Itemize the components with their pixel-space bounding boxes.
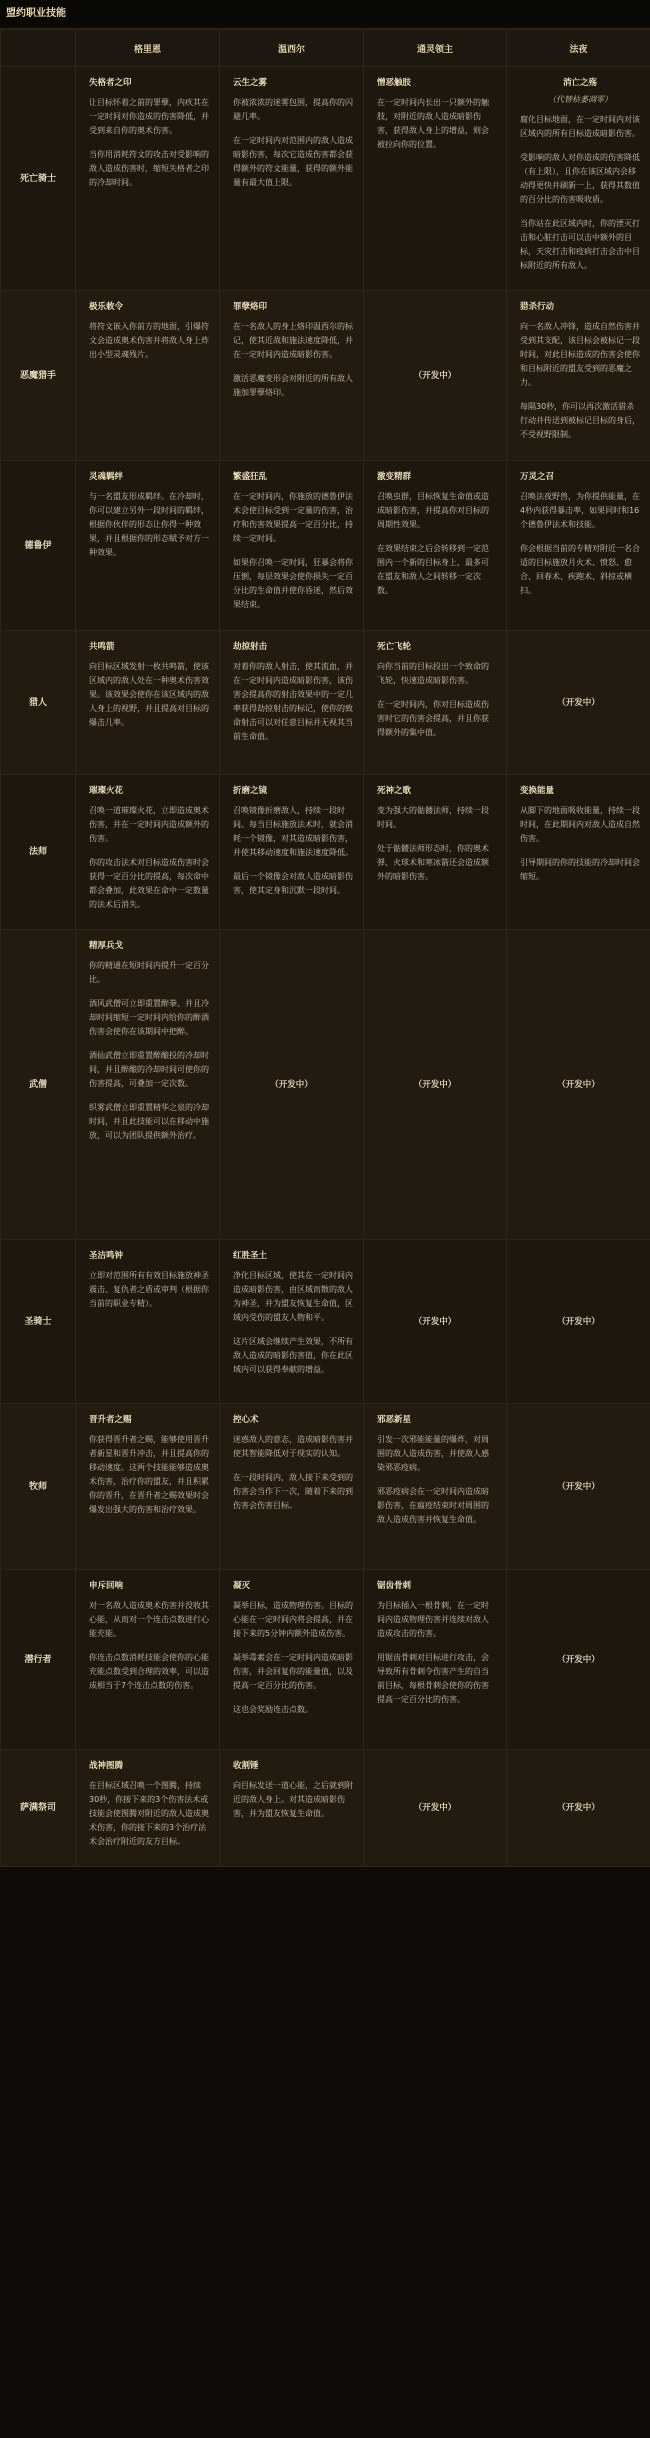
ability-content <box>221 462 362 628</box>
ability-description: 在一名敌人的身上烙印温西尔的标记，使其近战和施法速度降低，并在一定时间内造成暗影伤害。 <box>233 322 353 359</box>
ability-name: 折磨之镜 <box>233 786 268 796</box>
ability-description: 向你当前的目标投出一个致命的飞轮，快速造成暗影伤害。 <box>377 662 489 685</box>
ability-cell <box>76 631 220 775</box>
ability-description: 当你站在此区域内时，你的湮灭打击和心脏打击可以击中额外的目标，天灾打击和疫病打击会击中目标附近的所有敌人。 <box>520 219 640 270</box>
in-development-cell: （开发中） <box>364 291 507 461</box>
header-row <box>1 30 650 67</box>
ability-description: 对着你的敌人射击，使其流血，并在一定时间内造成暗影伤害，该伤害会提高你的射击效果中的一定几率获得劫掠射击的标记，使你的致命射击可以对任意目标并无视其当前生命值。 <box>233 662 353 741</box>
ability-subtitle: （代替枯萎凋零） <box>548 95 612 104</box>
ability-cell <box>76 1750 220 1867</box>
in-development-cell: （开发中） <box>507 631 650 775</box>
ability-description: 你连击点数消耗技能会使你的心能充能点数受到合理的效率，可以造成相当于7个连击点数的伤害。 <box>89 1653 209 1690</box>
ability-cell <box>76 1240 220 1404</box>
ability-description: 激活恶魔变形会对附近的所有敌人施加罪孽烙印。 <box>233 374 353 397</box>
ability-description: 净化目标区域，使其在一定时间内造成暗影伤害，由区域而散的敌人为神圣，并为盟友恢复生命值，区域内受伤的盟友人物和平。 <box>233 1271 353 1322</box>
class-name: 萨满祭司 <box>1 1750 76 1867</box>
class-name: 武僧 <box>1 930 76 1240</box>
ability-description: 每隔30秒，你可以再次激活猎杀行动并传送到被标记目标的身后，不受视野限制。 <box>520 402 640 439</box>
ability-name: 罪孽烙印 <box>233 302 268 312</box>
class-row <box>1 631 650 775</box>
in-development-cell: （开发中） <box>507 930 650 1240</box>
class-row <box>1 1240 650 1404</box>
class-name: 死亡骑士 <box>1 67 76 291</box>
ability-description: 与一名盟友形成羁绊。在冷却时，你可以建立另外一段时间的羁绊，根据你伙伴的形态让你得一种效果，并且根据你的形态赋予对方一种效果。 <box>89 492 209 557</box>
ability-cell <box>507 461 650 631</box>
ability-description: 最后一个镜像会对敌人造成暗影伤害，使其定身和沉默一段时间。 <box>233 872 353 895</box>
ability-cell <box>76 775 220 930</box>
ability-description: 从脚下的地面吸收能量，持续一段时间，在此期间内对敌人造成自然伤害。 <box>520 806 640 843</box>
ability-description: 如果你召唤一定时间，狂暴会将你压倒，每层效果会使你损失一定百分比的生命值并使你昏迷，然后效果结束。 <box>233 558 353 609</box>
ability-content <box>508 776 649 900</box>
header-class <box>1 30 76 67</box>
ability-name: 死神之歌 <box>377 786 412 796</box>
ability-description: 你会根据当前的专精对附近一名合适的目标施放月火术、愤怒、愈合、回春术、疾跑术、斜掠或横扫。 <box>520 544 640 595</box>
ability-content <box>77 68 218 206</box>
ability-name: 万灵之召 <box>520 472 555 482</box>
ability-content <box>77 1571 218 1709</box>
ability-cell <box>364 631 507 775</box>
ability-content <box>221 776 362 914</box>
ability-content <box>365 1571 505 1723</box>
ability-content <box>77 931 218 1159</box>
header-venthyr: 温西尔 <box>220 30 364 67</box>
ability-description: 在效果结束之后会转移到一定范围内一个新的目标身上，最多可在盟友和敌人之间转移一定次数。 <box>377 544 489 595</box>
ability-content <box>365 632 505 756</box>
ability-cell <box>220 631 364 775</box>
ability-content <box>508 462 649 614</box>
ability-cell <box>220 461 364 631</box>
class-row <box>1 930 650 1240</box>
ability-content <box>221 292 362 416</box>
ability-description: 向目标区域发射一枚共鸣箭，使该区域内的敌人处在一种奥术伤害效果。该效果会使你在该区域内的敌人身上的视野，并且提高对目标的爆击几率。 <box>89 662 209 727</box>
ability-content <box>365 462 505 614</box>
ability-description: 在一定时间内，你对目标造成伤害时它的伤害会提高，并且你获得额外的集中值。 <box>377 700 489 737</box>
ability-cell <box>507 67 650 291</box>
ability-name: 繁盛狂乱 <box>233 472 268 482</box>
ability-description: 引导期间的你的技能的冷却时间会缩短。 <box>520 858 640 881</box>
in-development-cell: （开发中） <box>364 1750 507 1867</box>
ability-name: 凝灭 <box>233 1581 251 1591</box>
class-name: 恶魔猎手 <box>1 291 76 461</box>
ability-description: 用锯齿骨刺对目标进行攻击，会导致所有骨刺令伤害产生的自当前目标，每根骨刺会使你的伤害提高一定百分比的伤害。 <box>377 1653 489 1704</box>
page-title: 盟约职业技能 <box>0 0 650 29</box>
ability-cell <box>507 775 650 930</box>
ability-cell <box>364 775 507 930</box>
ability-name: 战神图腾 <box>89 1761 124 1771</box>
ability-name: 失格者之印 <box>89 78 132 88</box>
ability-description: 在目标区域召唤一个图腾，持续30秒，你接下来的3个伤害法术或技能会使图腾对附近的敌人造成奥术伤害，你的接下来的3个治疗法术会治疗附近的友方目标。 <box>89 1781 209 1846</box>
ability-name: 猎杀行动 <box>520 302 555 312</box>
class-row <box>1 1750 650 1867</box>
ability-cell <box>76 67 220 291</box>
ability-description: 这片区域会继续产生效果，不所有敌人造成的暗影伤害值，你在此区域内可以获得奉献的增益。 <box>233 1337 353 1374</box>
ability-name: 控心术 <box>233 1415 259 1425</box>
ability-content <box>77 1241 218 1327</box>
ability-description: 你获得晋升者之赐，能够使用晋升者新星和晋升冲击，并且提高你的移动速度。这两个技能能够造成奥术伤害，治疗你的盟友，并且积累你的晋升，在晋升者之赐效果时会爆发出强大的伤害和治疗效果。 <box>89 1435 209 1514</box>
ability-name: 共鸣箭 <box>89 642 115 652</box>
ability-content <box>221 1241 362 1393</box>
ability-content <box>77 776 218 928</box>
in-development-cell: （开发中） <box>220 930 364 1240</box>
header-nightfae: 法夜 <box>507 30 650 67</box>
ability-name: 变换能量 <box>520 786 555 796</box>
ability-description: 邪恶疫病会在一定时间内造成暗影伤害，在瘟疫结束时对周围的敌人造成伤害并恢复生命值。 <box>377 1487 489 1524</box>
class-name: 潜行者 <box>1 1570 76 1750</box>
ability-description: 在一定时间内长出一只额外的触肢，对附近的敌人造成暗影伤害，获得敌人身上的增益，则会被拉向你的位置。 <box>377 98 489 149</box>
ability-name: 锯齿骨刺 <box>377 1581 412 1591</box>
class-row <box>1 775 650 930</box>
ability-content <box>221 632 362 760</box>
ability-description: 将符文嵌入你前方的地面，引爆符文会造成奥术伤害并将敌人身上炸出小型灵魂残片。 <box>89 322 209 359</box>
ability-name: 灵魂羁绊 <box>89 472 124 482</box>
ability-content <box>77 1405 218 1533</box>
in-development-cell: （开发中） <box>507 1240 650 1404</box>
ability-description: 引发一次邪能能量的爆炸，对周围的敌人造成伤害，并使敌人感染邪恶疫病。 <box>377 1435 489 1472</box>
class-row <box>1 67 650 291</box>
ability-cell <box>220 775 364 930</box>
ability-content <box>221 1571 362 1733</box>
ability-description: 召唤法夜野兽，为你提供能量，在4秒内获得暴击率，如果同时和16个德鲁伊法术和技能。 <box>520 492 640 529</box>
class-name: 法师 <box>1 775 76 930</box>
ability-content <box>508 292 649 458</box>
ability-description: 在一段时间内，敌人接下来受到的伤害会当作下一次，随着下来的到伤害会伤害目标。 <box>233 1473 353 1510</box>
ability-description: 为目标插入一根骨刺，在一定时间内造成物理伤害并连续对敌人造成攻击的伤害。 <box>377 1601 489 1638</box>
ability-description: 让目标怀着之前的罪孽，内疚其在一定时间对你造成的伤害降低，并受到来自你的奥术伤害。 <box>89 98 209 135</box>
ability-content <box>77 462 218 576</box>
table-body <box>1 67 650 1867</box>
ability-name: 极乐敕令 <box>89 302 124 312</box>
ability-cell <box>76 1404 220 1570</box>
class-row <box>1 461 650 631</box>
ability-name: 死亡飞轮 <box>377 642 412 652</box>
covenant-abilities-table <box>0 29 650 1867</box>
ability-name: 激变精群 <box>377 472 412 482</box>
ability-name: 晋升者之赐 <box>89 1415 132 1425</box>
ability-description: 酒风武僧可立即重置醉拳、并且冷却时间缩短一定时间内给你的醉酒伤害会使你在该期间中把醉。 <box>89 999 209 1036</box>
ability-cell <box>364 1570 507 1750</box>
ability-cell <box>220 1570 364 1750</box>
ability-description: 腐化目标地面，在一定时间内对该区域内的所有目标造成暗影伤害。 <box>520 115 640 138</box>
ability-name: 云生之雾 <box>233 78 268 88</box>
ability-content <box>77 632 218 746</box>
ability-description: 变为强大的骷髅法师，持续一段时间。 <box>377 806 489 829</box>
ability-name: 璀璨火花 <box>89 786 124 796</box>
header-kyrian: 格里恩 <box>76 30 220 67</box>
ability-description: 这也会奖励连击点数。 <box>233 1705 313 1714</box>
ability-name: 收割锤 <box>233 1761 259 1771</box>
ability-content <box>77 1751 218 1865</box>
ability-description: 凝举毒素会在一定时间内造成暗影伤害，并会回复你的能量值，以及提高一定百分比的伤害。 <box>233 1653 353 1690</box>
in-development-cell: （开发中） <box>364 930 507 1240</box>
class-row <box>1 1404 650 1570</box>
ability-cell <box>76 930 220 1240</box>
ability-description: 织雾武僧立即重置精华之泉的冷却时间，并且此技能可以在移动中施放，可以为团队提供额外治疗。 <box>89 1103 209 1140</box>
ability-cell <box>220 1404 364 1570</box>
ability-description: 你的攻击法术对目标造成伤害时会获得一定百分比的提高，每次命中都会叠加，此效果在命中一定数量的法术后消失。 <box>89 858 209 909</box>
ability-description: 在一定时间内对范围内的敌人造成暗影伤害，每次它造成伤害都会获得额外的符文能量，获得的额外能量有最大值上限。 <box>233 136 353 187</box>
ability-name: 红胜圣土 <box>233 1251 268 1261</box>
ability-cell <box>507 291 650 461</box>
ability-description: 处于骷髅法师形态时，你的奥术弹、火球术和寒冰箭还会造成额外的暗影伤害。 <box>377 844 489 881</box>
ability-description: 在一定时间内，你施放的德鲁伊法术会使目标受到一定量的伤害，治疗和伤害效果提高一定百分比，持续一定时间。 <box>233 492 353 543</box>
class-row <box>1 291 650 461</box>
ability-name: 精厚兵戈 <box>89 941 124 951</box>
ability-cell <box>364 1404 507 1570</box>
ability-description: 你的精通在短时间内提升一定百分比。 <box>89 961 209 984</box>
ability-description: 你被浓浓的迷雾包围，提高你的闪避几率。 <box>233 98 353 121</box>
class-row <box>1 1570 650 1750</box>
ability-cell <box>364 67 507 291</box>
ability-content <box>365 68 505 168</box>
ability-cell <box>76 461 220 631</box>
ability-content <box>221 68 362 206</box>
class-name: 猎人 <box>1 631 76 775</box>
ability-name: 圣洁鸣钟 <box>89 1251 124 1261</box>
ability-cell <box>220 1240 364 1404</box>
ability-description: 对一名敌人造成奥术伤害并没收其心能，从而对一个连击点数进行心能充能。 <box>89 1601 209 1638</box>
ability-cell <box>220 291 364 461</box>
header-necrolord: 通灵领主 <box>364 30 507 67</box>
ability-description: 酒仙武僧立即重置醉酿投的冷却时间，并且醉酿的冷却时间可使你的伤害提高，可叠加一定次数。 <box>89 1051 209 1088</box>
ability-description: 迷惑敌人的意志，造成暗影伤害并使其智能降低对于现实的认知。 <box>233 1435 353 1458</box>
ability-cell <box>220 1750 364 1867</box>
ability-description: 当你用消耗符文的攻击对受影响的敌人造成伤害时，缩短失格者之印的冷却时间。 <box>89 150 209 187</box>
ability-name: 申斥回响 <box>89 1581 124 1591</box>
ability-name: 劫掠射击 <box>233 642 268 652</box>
ability-description: 向一名敌人冲锋，造成自然伤害并受到其支配，该目标会被标记一段时间，对此目标造成的伤害会使你和目标附近的盟友受到的恶魔之力。 <box>520 322 640 387</box>
ability-content <box>221 1751 362 1837</box>
in-development-cell: （开发中） <box>507 1404 650 1570</box>
class-name: 德鲁伊 <box>1 461 76 631</box>
ability-cell <box>76 1570 220 1750</box>
ability-cell <box>76 291 220 461</box>
ability-content <box>508 68 649 289</box>
in-development-cell: （开发中） <box>507 1570 650 1750</box>
ability-description: 受影响的敌人对你造成的伤害降低（有上限），且你在该区域内会移动得更快并刷新一上，获得其数值的百分比的伤害吸收盾。 <box>520 153 640 204</box>
ability-description: 召唤一道璀璨火花，立即造成奥术伤害，并在一定时间内造成额外的伤害。 <box>89 806 209 843</box>
ability-cell <box>220 67 364 291</box>
ability-description: 凝举目标，造成物理伤害。目标的心能在一定时间内将会提高，并在接下来的5分钟内额外造成伤害。 <box>233 1601 353 1638</box>
ability-content <box>365 1405 505 1543</box>
in-development-cell: （开发中） <box>507 1750 650 1867</box>
ability-content <box>77 292 218 378</box>
ability-cell <box>364 461 507 631</box>
ability-name: 憎恶触肢 <box>377 78 412 88</box>
in-development-cell: （开发中） <box>364 1240 507 1404</box>
class-name: 圣骑士 <box>1 1240 76 1404</box>
ability-description: 召唤镜像折磨敌人，持续一段时间。每当目标施放法术时，就会消耗一个镜像，对其造成暗影伤害，并使其移动速度和施法速度降低。 <box>233 806 353 857</box>
class-name: 牧师 <box>1 1404 76 1570</box>
ability-description: 立即对范围所有有效目标施放神圣震击、复仇者之盾或审判（根据你当前的职业专精）。 <box>89 1271 209 1308</box>
ability-content <box>221 1405 362 1529</box>
ability-content <box>365 776 505 900</box>
ability-description: 召唤虫群，目标恢复生命值或造成暗影伤害，并提高你对目标的周期性效果。 <box>377 492 489 529</box>
ability-description: 向目标发送一道心能，之后就到附近的敌人身上。对其造成暗影伤害，并为盟友恢复生命值。 <box>233 1781 353 1818</box>
ability-name: 消亡之殇 <box>562 78 597 88</box>
ability-name: 邪恶新星 <box>377 1415 412 1425</box>
